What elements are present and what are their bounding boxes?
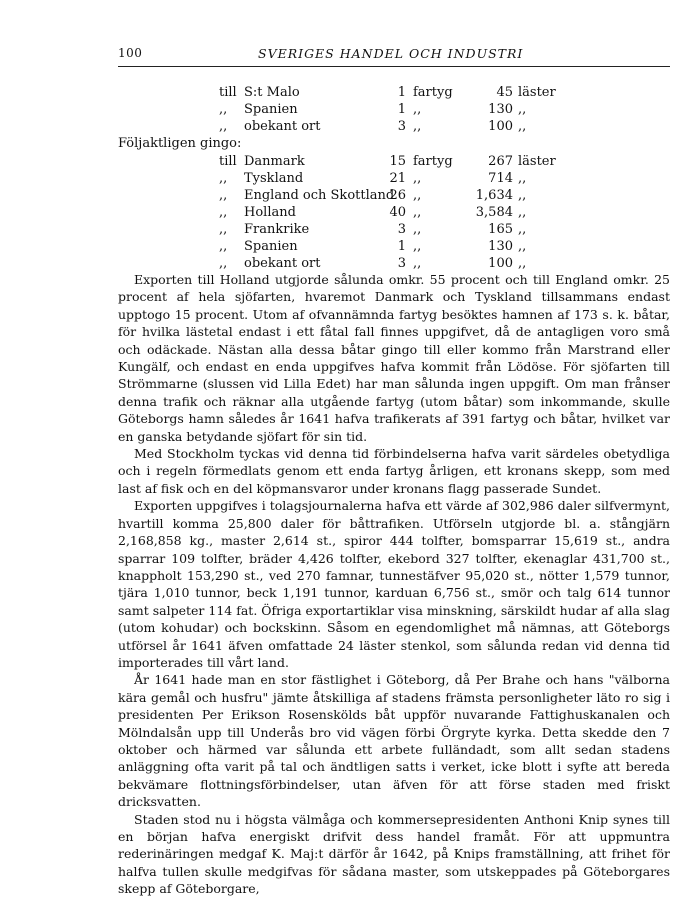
table-row [118, 84, 670, 102]
row-ships: 21 [389, 171, 406, 186]
table-row [118, 187, 670, 205]
row-ships-unit: ,, [413, 119, 422, 134]
row-prep: ,, [219, 222, 228, 237]
row-lasts: 45 [496, 85, 513, 100]
row-lasts: 267 [488, 154, 513, 169]
row-lasts-unit: ,, [518, 222, 527, 237]
row-ships-unit: ,, [413, 171, 422, 186]
row-lasts-unit: ,, [518, 205, 527, 220]
table-row [118, 238, 670, 256]
row-lasts: 1,634 [475, 188, 513, 203]
running-title: SVERIGES HANDEL OCH INDUSTRI [258, 46, 524, 61]
row-ships: 3 [397, 119, 406, 134]
row-ships-unit: fartyg [413, 85, 453, 100]
row-destination: obekant ort [244, 256, 321, 271]
row-ships: 1 [397, 239, 406, 254]
table-row [118, 101, 670, 119]
paragraph: Exporten till Holland utgjorde sålunda omkr. 55 procent och till England omkr. 25 procent af hela sjöfarten, hvaremot Danmark och Tyskland tillsammans endast upptogo 15 procent. Utom af ofvannämnda fartyg besöktes hamnen af 173 s. k. båtar, för hvilka lästetal endast i ett fåtal fall finnes uppgifvet, då de antagligen voro små och odäckade. Nästan alla dessa båtar gingo till eller kommo från Marstrand eller Kungälf, och endast en enda uppgifves hafva kommit från Lödöse. För sjöfarten till Strömmarne (slussen vid Lilla Edet) har man sålunda ingen uppgift. Om man frånser denna trafik och räknar alla utgående fartyg (utom båtar) som inkommande, skulle Göteborgs hamn således år 1641 hafva trafikerats af 391 fartyg och båtar, hvilket var en ganska betydande sjöfart för sin tid. [118, 272, 670, 444]
row-ships: 26 [389, 188, 406, 203]
row-lasts: 714 [488, 171, 513, 186]
page-number: 100 [118, 46, 143, 60]
row-ships-unit: ,, [413, 222, 422, 237]
row-ships-unit: ,, [413, 256, 422, 271]
row-destination: Spanien [244, 102, 298, 117]
row-lasts-unit: läster [518, 85, 556, 100]
row-destination: England och Skottland [244, 188, 395, 203]
table-row [118, 204, 670, 222]
page-header [118, 44, 670, 67]
row-lasts: 3,584 [475, 205, 513, 220]
row-destination: Tyskland [244, 171, 304, 186]
row-lasts-unit: ,, [518, 256, 527, 271]
row-ships-unit: fartyg [413, 154, 453, 169]
row-lasts-unit: ,, [518, 171, 527, 186]
row-lasts: 100 [488, 119, 513, 134]
table-lead-in: Följaktligen gingo: [118, 136, 242, 151]
row-destination: Spanien [244, 239, 298, 254]
table-row [118, 221, 670, 239]
row-lasts: 100 [488, 256, 513, 271]
row-lasts: 130 [488, 239, 513, 254]
table-row [118, 153, 670, 171]
row-prep: ,, [219, 102, 228, 117]
row-prep: ,, [219, 256, 228, 271]
row-lasts: 165 [488, 222, 513, 237]
row-lasts: 130 [488, 102, 513, 117]
row-prep: till [219, 85, 237, 100]
row-ships-unit: ,, [413, 205, 422, 220]
row-prep: ,, [219, 205, 228, 220]
row-destination: Holland [244, 205, 296, 220]
row-ships: 1 [397, 102, 406, 117]
body-text [118, 271, 670, 898]
row-lasts-unit: ,, [518, 239, 527, 254]
paragraph: År 1641 hade man en stor fästlighet i Göteborg, då Per Brahe och hans "välborna kära gemål och husfru" jämte åtskilliga af stadens främsta personligheter läto ro sig i presidenten Per Erikson Rosenskölds båt uppför nuvarande Fattighuskanalen och Mölndalsån upp till Underås bro vid vägen förbi Örgryte kyrka. Detta skedde den 7 oktober och härmed var sålunda ett arbete fulländadt, som allt sedan stadens anläggning ofta varit på tal och ändtligen satts i verket, icke blott i syfte att bereda bekvämare flottningsförbindelser, utan äfven för att förse staden med friskt dricksvatten. [118, 672, 670, 810]
row-lasts-unit: ,, [518, 119, 527, 134]
row-ships: 40 [389, 205, 406, 220]
row-prep: ,, [219, 171, 228, 186]
paragraph: Med Stockholm tyckas vid denna tid förbindelserna hafva varit särdeles obetydliga och i regeln förmedlats genom ett enda fartyg årligen, ett kronans skepp, som med last af fisk och en del köpmansvaror under kronans flagg passerade Sundet. [118, 446, 670, 496]
row-lasts-unit: ,, [518, 188, 527, 203]
row-prep: ,, [219, 188, 228, 203]
row-ships: 1 [397, 85, 406, 100]
row-ships: 3 [397, 222, 406, 237]
row-prep: ,, [219, 239, 228, 254]
row-lasts-unit: ,, [518, 102, 527, 117]
row-lasts-unit: läster [518, 154, 556, 169]
paragraph: Exporten uppgifves i tolagsjournalerna hafva ett värde af 302,986 daler silfvermynt, hvartill komma 25,800 daler för båttrafiken. Utförseln utgjorde bl. a. stångjärn 2,168,858 kg., master 2,614 st., spiror 444 tolfter, bomsparrar 15,619 st., andra sparrar 109 tolfter, bräder 4,426 tolfter, ekebord 327 tolfter, ekenaglar 431,700 st., knappholt 153,290 st., ved 270 famnar, tunnestäfver 95,020 st., nötter 1,579 tunnor, tjära 1,010 tunnor, beck 1,191 tunnor, karduan 6,756 st., smör och talg 614 tunnor samt salpeter 114 fat. Öfriga exportartiklar visa minskning, särskildt hudar af alla slag (utom kohudar) och bockskinn. Såsom en egendomlighet må nämnas, att Göteborgs utförsel år 1641 äfven omfattade 24 läster stenkol, som sålunda redan vid denna tid importerades till vårt land. [118, 498, 670, 670]
row-prep: ,, [219, 119, 228, 134]
row-prep: till [219, 154, 237, 169]
row-ships: 15 [389, 154, 406, 169]
row-destination: Danmark [244, 154, 305, 169]
paragraph: Staden stod nu i högsta välmåga och kommersepresidenten Anthoni Knip synes till en början hafva energiskt drifvit dess handel framåt. För att uppmuntra rederinäringen medgaf K. Maj:t därför år 1642, på Knips framställning, att frihet för halfva tullen skulle medgifvas för sådana master, som utskeppades på Göteborgares skepp af Göteborgare, [118, 811, 670, 897]
row-ships-unit: ,, [413, 239, 422, 254]
row-ships-unit: ,, [413, 102, 422, 117]
table-row [118, 170, 670, 188]
row-destination: Frankrike [244, 222, 310, 237]
row-ships: 3 [397, 256, 406, 271]
row-destination: S:t Malo [244, 85, 300, 100]
row-ships-unit: ,, [413, 188, 422, 203]
row-destination: obekant ort [244, 119, 321, 134]
table-row [118, 118, 670, 136]
